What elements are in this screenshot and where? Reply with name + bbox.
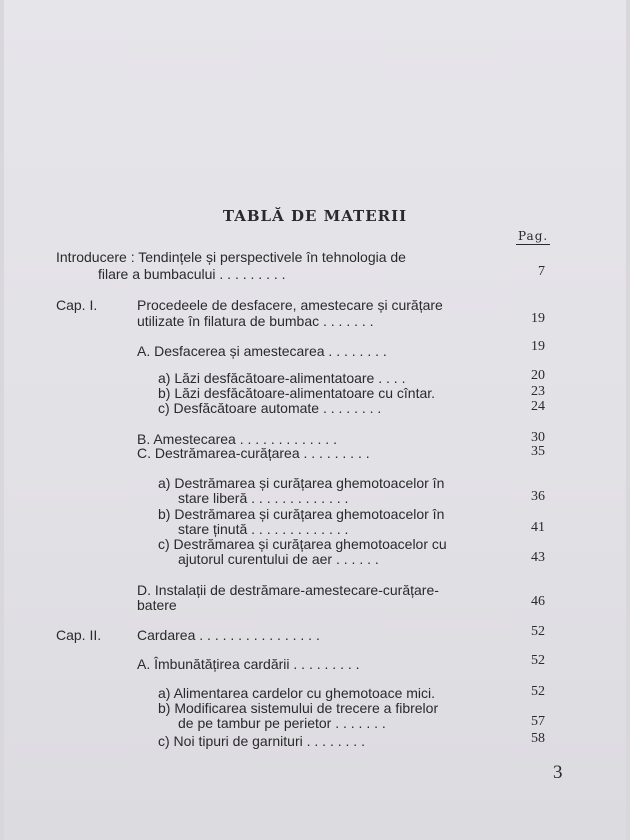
toc-entry-page: 52 xyxy=(531,653,545,668)
toc-entry-label: B. Amestecarea . . . . . . . . . . . . . xyxy=(137,431,337,447)
toc-entry-label: c) Desfăcătoare automate . . . . . . . . xyxy=(158,400,382,416)
toc-entry-label: b) Modificarea sistemului de trecere a fibrelor xyxy=(158,700,439,716)
toc-entry-page: 57 xyxy=(531,714,545,729)
toc-entry-label: a) Alimentarea cardelor cu ghemotoace mici. xyxy=(158,685,436,701)
toc-entry-label: ajutorul curentului de aer . . . . . . xyxy=(178,551,379,567)
toc-entry-page: 24 xyxy=(531,399,545,414)
toc-entry-label: D. Instalații de destrămare-amestecare-curățare- xyxy=(137,582,439,598)
toc-entry-page: 19 xyxy=(531,339,545,354)
toc-entry-label: Introducere : Tendințele și perspectivele în tehnologia de xyxy=(56,249,406,265)
page-title: TABLĂ DE MATERII xyxy=(222,207,408,225)
toc-entry-page: 30 xyxy=(531,430,545,445)
toc-entry-label: Procedeele de desfacere, amestecare și curățare xyxy=(137,297,443,313)
toc-entry-label: c) Noi tipuri de garnituri . . . . . . . . xyxy=(158,733,365,749)
toc-entry-label: c) Destrămarea și curățarea ghemotoacelor cu xyxy=(158,536,447,552)
toc-entry-page: 46 xyxy=(531,594,545,609)
toc-entry-page: 41 xyxy=(531,520,545,535)
toc-entry-page: 23 xyxy=(531,384,545,399)
toc-entry-page: 52 xyxy=(531,624,545,639)
toc-entry-page: 7 xyxy=(538,264,545,279)
toc-entry-label: C. Destrămarea-curățarea . . . . . . . . . xyxy=(137,445,370,461)
toc-entry-label: A. Desfacerea și amestecarea . . . . . . . . xyxy=(137,343,387,359)
toc-entry-page: 20 xyxy=(531,368,545,383)
toc-entry-label: a) Destrămarea și curățarea ghemotoacelor în xyxy=(158,475,445,491)
toc-entry-label: stare ținută . . . . . . . . . . . . . xyxy=(178,521,349,537)
chapter-label: Cap. II. xyxy=(56,627,102,643)
toc-entry-label: de pe tambur pe perietor . . . . . . . xyxy=(178,715,386,731)
toc-entry-label: stare liberă . . . . . . . . . . . . . xyxy=(178,490,349,506)
toc-entry-page: 35 xyxy=(531,444,545,459)
toc-entry-label: utilizate în filatura de bumbac . . . . . . . xyxy=(137,313,374,329)
page-column-header: Pag. xyxy=(518,229,549,243)
toc-entry-label: a) Lăzi desfăcătoare-alimentatoare . . . . xyxy=(158,370,406,386)
toc-entry-page: 36 xyxy=(531,489,545,504)
toc-entry-label: batere xyxy=(137,597,177,613)
toc-entry-label: Cardarea . . . . . . . . . . . . . . . . xyxy=(137,627,320,643)
toc-entry-page: 19 xyxy=(531,311,545,326)
toc-entry-label: b) Destrămarea și curățarea ghemotoacelor în xyxy=(158,506,445,522)
page-number: 3 xyxy=(553,762,563,783)
toc-entry-label: A. Îmbunătățirea cardării . . . . . . . . . xyxy=(137,656,360,672)
toc-entry-page: 52 xyxy=(531,684,545,699)
chapter-label: Cap. I. xyxy=(56,297,98,313)
toc-entry-label: b) Lăzi desfăcătoare-alimentatoare cu cîntar. xyxy=(158,385,436,401)
toc-entry-page: 58 xyxy=(531,731,545,746)
toc-entry-label: filare a bumbacului . . . . . . . . . xyxy=(98,266,286,282)
toc-entry-page: 43 xyxy=(531,550,545,565)
